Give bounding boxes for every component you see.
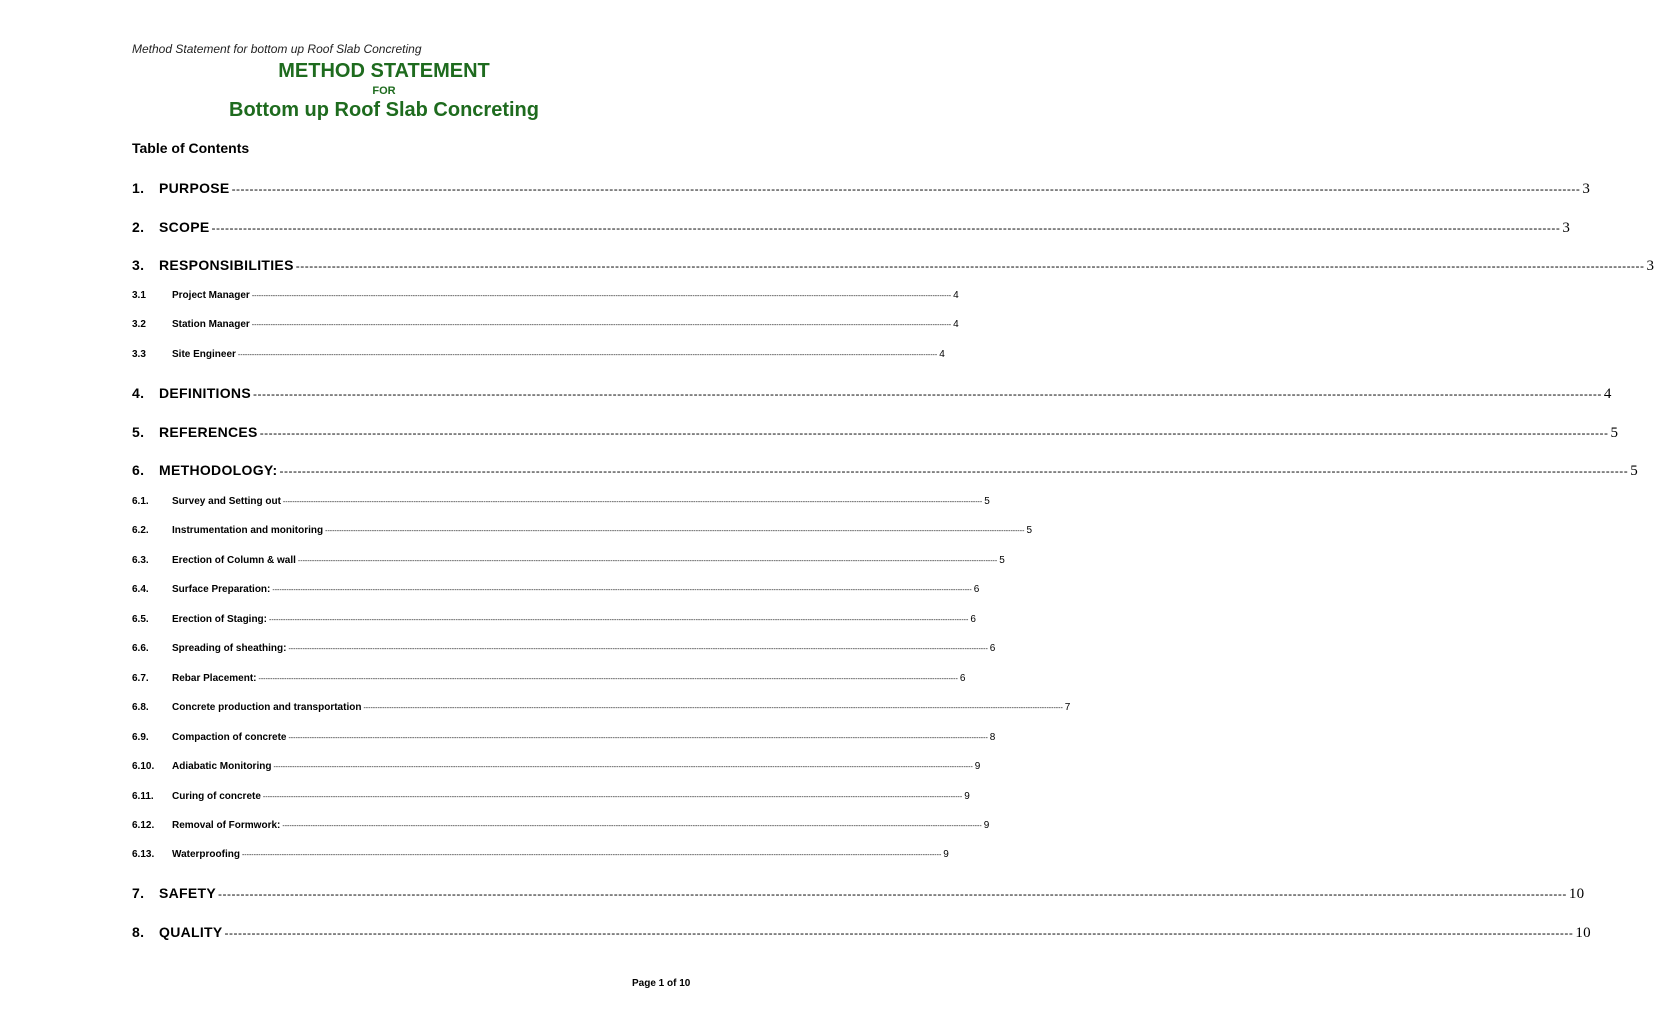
toc-entry-number: 3.3 [132,349,146,360]
toc-entry[interactable] [132,424,1619,442]
document-title-for: FOR [372,85,396,97]
toc-dot-leader: ------------------------------------------------------------------------------------------------------------------------------------------------------------------------------------------------------------------------------------------------------------------------------------------------------------ [363,705,1063,712]
toc-entry-title: Instrumentation and monitoring [172,525,324,536]
document-title: METHOD STATEMENT [278,60,490,82]
toc-entry-title: Surface Preparation: [172,584,271,595]
toc-entry-number: 6.9. [132,732,149,743]
toc-dot-leader: ------------------------------------------------------------------------------------------------------------------------------------------------------------------------------------------------------------------------------------------------------------------------------------------------------------ [224,926,1574,940]
toc-entry-title: RESPONSIBILITIES [159,257,294,273]
toc-entry[interactable] [132,732,996,743]
toc-entry-page: 4 [1603,386,1612,402]
toc-entry[interactable] [132,496,990,507]
toc-entry-title: SAFETY [159,885,217,901]
toc-entry[interactable] [132,462,1639,480]
toc-entry-title: PURPOSE [159,180,230,196]
toc-entry[interactable] [132,673,966,684]
toc-dot-leader: ------------------------------------------------------------------------------------------------------------------------------------------------------------------------------------------------------------------------------------------------------------------------------------------------------------ [269,617,969,624]
toc-entry[interactable] [132,555,1005,566]
toc-entry-page: 5 [1610,425,1619,441]
toc-entry-number: 6. [132,462,145,478]
toc-entry[interactable] [132,319,959,330]
toc-entry-page: 6 [973,584,980,595]
toc-entry-page: 6 [959,673,966,684]
toc-entry-page: 10 [1575,925,1591,941]
toc-entry-page: 5 [1630,463,1639,479]
toc-entry-title: Removal of Formwork: [172,820,281,831]
toc-dot-leader: ------------------------------------------------------------------------------------------------------------------------------------------------------------------------------------------------------------------------------------------------------------------------------------------------------------ [325,528,1025,535]
toc-dot-leader: ------------------------------------------------------------------------------------------------------------------------------------------------------------------------------------------------------------------------------------------------------------------------------------------------------------ [211,221,1561,235]
document-subtitle: Bottom up Roof Slab Concreting [229,99,539,121]
toc-entry-number: 2. [132,219,145,235]
toc-entry-page: 7 [1064,702,1071,713]
toc-entry[interactable] [132,849,949,860]
toc-entry-page: 3 [1562,220,1571,236]
toc-entry-title: QUALITY [159,924,223,940]
toc-dot-leader: ------------------------------------------------------------------------------------------------------------------------------------------------------------------------------------------------------------------------------------------------------------------------------------------------------------ [272,587,972,594]
toc-entry-page: 9 [974,761,981,772]
toc-entry-title: METHODOLOGY: [159,462,278,478]
toc-entry[interactable] [132,584,980,595]
toc-dot-leader: ------------------------------------------------------------------------------------------------------------------------------------------------------------------------------------------------------------------------------------------------------------------------------------------------------------ [251,293,952,300]
toc-dot-leader: ------------------------------------------------------------------------------------------------------------------------------------------------------------------------------------------------------------------------------------------------------------------------------------------------------------ [288,646,988,653]
toc-entry[interactable] [132,924,1591,942]
toc-entry-number: 8. [132,924,145,940]
toc-entry-page: 10 [1568,886,1585,902]
toc-dot-leader: ------------------------------------------------------------------------------------------------------------------------------------------------------------------------------------------------------------------------------------------------------------------------------------------------------------ [252,387,1602,401]
toc-dot-leader: ------------------------------------------------------------------------------------------------------------------------------------------------------------------------------------------------------------------------------------------------------------------------------------------------------------ [259,426,1609,440]
toc-entry[interactable] [132,219,1571,237]
toc-entry-number: 6.8. [132,702,149,713]
toc-dot-leader: ------------------------------------------------------------------------------------------------------------------------------------------------------------------------------------------------------------------------------------------------------------------------------------------------------------ [273,764,973,771]
toc-entry-title: Erection of Column & wall [172,555,296,566]
toc-entry-page: 3 [1582,181,1591,197]
toc-entry-title: Adiabatic Monitoring [172,761,272,772]
toc-entry-page: 8 [989,732,996,743]
toc-dot-leader: ------------------------------------------------------------------------------------------------------------------------------------------------------------------------------------------------------------------------------------------------------------------------------------------------------------ [251,322,952,329]
toc-entry-number: 5. [132,424,145,440]
toc-entry-number: 6.12. [132,820,155,831]
toc-entry-number: 6.7. [132,673,149,684]
toc-entry-title: Project Manager [172,290,250,301]
toc-entry-number: 3. [132,257,145,273]
toc-dot-leader: ------------------------------------------------------------------------------------------------------------------------------------------------------------------------------------------------------------------------------------------------------------------------------------------------------------ [282,823,982,830]
toc-entry-title: Spreading of sheathing: [172,643,287,654]
toc-entry-page: 6 [970,614,976,625]
toc-entry-title: SCOPE [159,219,210,235]
toc-entry-page: 4 [953,319,959,330]
toc-entry-title: Curing of concrete [172,791,261,802]
toc-entry-title: DEFINITIONS [159,385,251,401]
toc-entry-title: Site Engineer [172,349,236,360]
toc-entry[interactable] [132,761,981,772]
toc-dot-leader: ------------------------------------------------------------------------------------------------------------------------------------------------------------------------------------------------------------------------------------------------------------------------------------------------------------ [288,735,988,742]
toc-entry-page: 5 [1026,525,1032,536]
toc-dot-leader: ------------------------------------------------------------------------------------------------------------------------------------------------------------------------------------------------------------------------------------------------------------------------------------------------------------ [262,794,963,801]
toc-entry-number: 6.6. [132,643,149,654]
toc-dot-leader: ------------------------------------------------------------------------------------------------------------------------------------------------------------------------------------------------------------------------------------------------------------------------------------------------------------ [231,182,1581,196]
toc-entry[interactable] [132,614,976,625]
toc-entry-number: 4. [132,385,145,401]
toc-entry-number: 6.2. [132,525,149,536]
toc-entry-title: Station Manager [172,319,250,330]
toc-entry[interactable] [132,257,1654,275]
toc-entry-page: 9 [983,820,990,831]
toc-entry-title: Rebar Placement: [172,673,257,684]
toc-dot-leader: ------------------------------------------------------------------------------------------------------------------------------------------------------------------------------------------------------------------------------------------------------------------------------------------------------------ [237,352,938,359]
toc-entry-number: 6.5. [132,614,149,625]
toc-dot-leader: ------------------------------------------------------------------------------------------------------------------------------------------------------------------------------------------------------------------------------------------------------------------------------------------------------------ [258,676,958,683]
toc-dot-leader: ------------------------------------------------------------------------------------------------------------------------------------------------------------------------------------------------------------------------------------------------------------------------------------------------------------ [241,852,942,859]
toc-entry-page: 9 [943,849,949,860]
toc-entry-page: 5 [984,496,990,507]
toc-entry-title: Survey and Setting out [172,496,281,507]
toc-entry-title: Compaction of concrete [172,732,287,743]
toc-entry[interactable] [132,702,1071,713]
toc-dot-leader: ------------------------------------------------------------------------------------------------------------------------------------------------------------------------------------------------------------------------------------------------------------------------------------------------------------ [218,887,1567,901]
toc-entry[interactable] [132,349,945,360]
toc-entry-title: Waterproofing [172,849,240,860]
toc-entry-number: 3.2 [132,319,146,330]
page-number: Page 1 of 10 [632,978,691,989]
toc-entry[interactable] [132,885,1585,903]
toc-entry-page: 3 [1646,258,1654,274]
toc-dot-leader: ------------------------------------------------------------------------------------------------------------------------------------------------------------------------------------------------------------------------------------------------------------------------------------------------------------ [279,464,1629,478]
toc-entry-number: 7. [132,885,145,901]
toc-entry-number: 3.1 [132,290,146,301]
toc-entry-number: 6.4. [132,584,149,595]
toc-dot-leader: ------------------------------------------------------------------------------------------------------------------------------------------------------------------------------------------------------------------------------------------------------------------------------------------------------------ [295,259,1645,273]
toc-entry-title: Erection of Staging: [172,614,267,625]
toc-entry-page: 5 [999,555,1005,566]
toc-dot-leader: ------------------------------------------------------------------------------------------------------------------------------------------------------------------------------------------------------------------------------------------------------------------------------------------------------------ [297,558,998,565]
toc-entry-number: 6.1. [132,496,149,507]
toc-entry-number: 6.11. [132,791,154,802]
toc-entry[interactable] [132,525,1032,536]
toc-entry-page: 6 [989,643,996,654]
toc-entry[interactable] [132,820,990,831]
toc-entry-number: 6.13. [132,849,155,860]
toc-entry[interactable] [132,180,1591,198]
toc-entry-title: Concrete production and transportation [172,702,362,713]
toc-entry-page: 4 [939,349,945,360]
toc-entry-number: 6.3. [132,555,149,566]
toc-entry-page: 4 [953,290,959,301]
toc-entry[interactable] [132,643,996,654]
toc-dot-leader: ------------------------------------------------------------------------------------------------------------------------------------------------------------------------------------------------------------------------------------------------------------------------------------------------------------ [282,499,983,506]
toc-entry[interactable] [132,791,970,802]
toc-entry-number: 6.10. [132,761,155,772]
toc-entry-page: 9 [964,791,970,802]
toc-entry[interactable] [132,385,1612,403]
toc-entry[interactable] [132,290,959,301]
running-header: Method Statement for bottom up Roof Slab Concreting [132,42,422,56]
toc-heading: Table of Contents [132,140,250,156]
toc-entry-number: 1. [132,180,145,196]
toc-entry-title: REFERENCES [159,424,258,440]
